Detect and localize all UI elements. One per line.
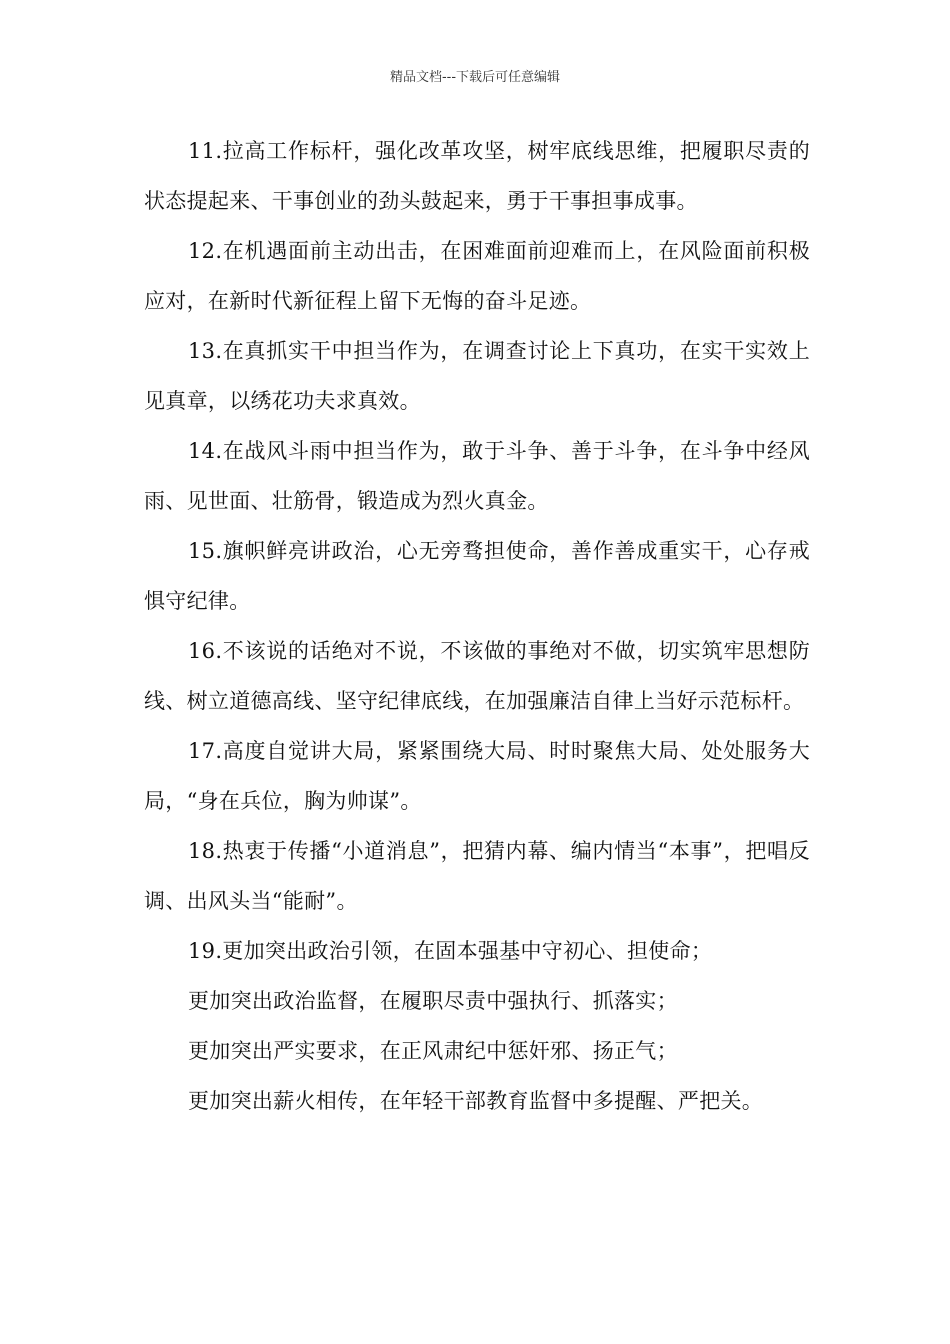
- paragraph-17: 17.高度自觉讲大局，紧紧围绕大局、时时聚焦大局、处处服务大局，“身在兵位，胸为帅谋”。: [144, 739, 810, 813]
- paragraph-16: 16.不该说的话绝对不说，不该做的事绝对不做，切实筑牢思想防线、树立道德高线、坚守纪律底线，在加强廉洁自律上当好示范标杆。: [144, 639, 810, 713]
- paragraph-19-line-3: 更加突出严实要求，在正风肃纪中惩奸邪、扬正气；: [188, 1039, 678, 1063]
- paragraph-14: 14.在战风斗雨中担当作为，敢于斗争、善于斗争，在斗争中经风雨、见世面、壮筋骨，锻造成为烈火真金。: [144, 439, 810, 513]
- paragraph-12: 12.在机遇面前主动出击，在困难面前迎难而上，在风险面前积极应对，在新时代新征程上留下无悔的奋斗足迹。: [144, 239, 810, 313]
- paragraph-11: 11.拉高工作标杆，强化改革攻坚，树牢底线思维，把履职尽责的状态提起来、干事创业的劲头鼓起来，勇于干事担事成事。: [144, 139, 810, 213]
- paragraph-19-line-4: 更加突出薪火相传，在年轻干部教育监督中多提醒、严把关。: [188, 1089, 764, 1113]
- page-header: 精品文档---下载后可任意编辑: [389, 70, 561, 85]
- paragraph-19-line-2: 更加突出政治监督，在履职尽责中强执行、抓落实；: [188, 989, 678, 1013]
- paragraph-19: 19.更加突出政治引领，在固本强基中守初心、担使命；: [188, 939, 713, 963]
- paragraph-13: 13.在真抓实干中担当作为，在调查讨论上下真功，在实干实效上见真章，以绣花功夫求真效。: [144, 339, 810, 413]
- document-body: [144, 126, 810, 1126]
- paragraph-15: 15.旗帜鲜亮讲政治，心无旁骛担使命，善作善成重实干，心存戒惧守纪律。: [144, 539, 810, 613]
- paragraph-18: 18.热衷于传播“小道消息”，把猜内幕、编内情当“本事”，把唱反调、出风头当“能耐”。: [144, 839, 810, 913]
